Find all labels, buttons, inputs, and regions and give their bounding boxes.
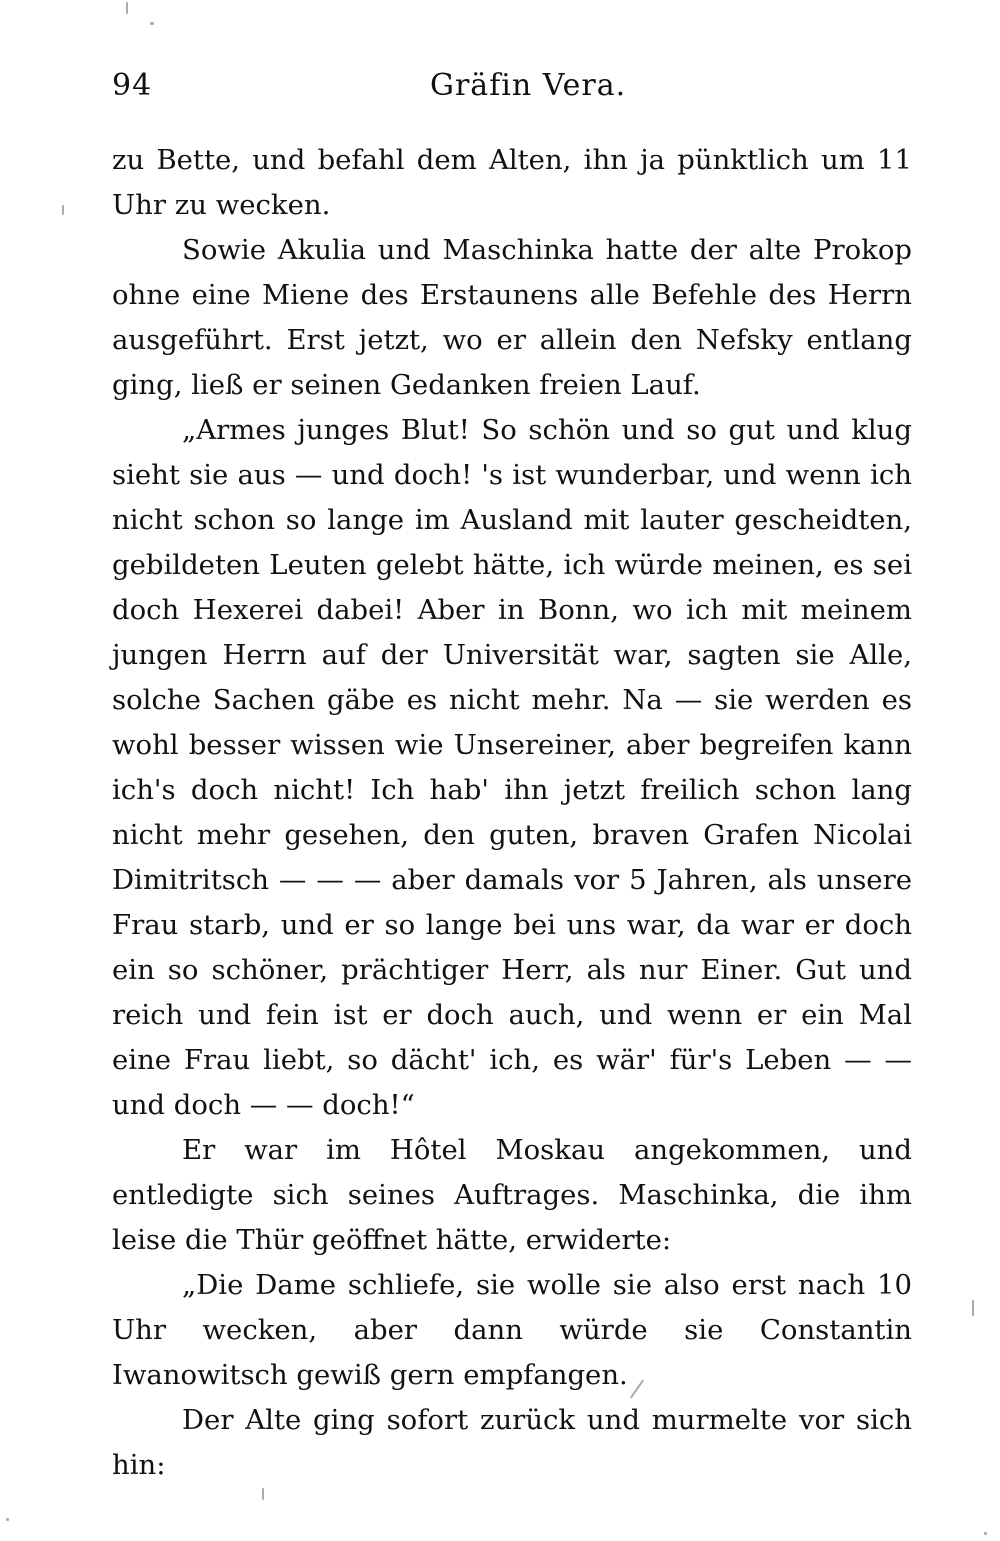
scan-speck: [62, 205, 64, 215]
scan-speck: [150, 22, 154, 25]
scan-speck: [984, 1532, 987, 1535]
scan-speck: [6, 1518, 9, 1521]
scan-speck: [972, 1300, 974, 1316]
paragraph: Sowie Akulia und Maschinka hatte der alte Prokop ohne eine Miene des Erstaunens alle Befehle des Herrn ausgeführt. Erst jetzt, wo er allein den Nefsky entlang ging, ließ er seinen Gedanken freien Lauf.: [112, 234, 912, 401]
scan-speck: [262, 1488, 264, 1500]
page-header: [112, 68, 912, 108]
paragraph: „Armes junges Blut! So schön und so gut und klug sieht sie aus — und doch! 's ist wunderbar, und wenn ich nicht schon so lange im Ausland mit lauter gescheidten, gebildeten Leuten gelebt hätte, ich würde meinen, es sei doch Hexerei dabei! Aber in Bonn, wo ich mit meinem jungen Herrn auf der Universität war, sagten sie Alle, solche Sachen gäbe es nicht mehr. Na — sie werden es wohl besser wissen wie Unsereiner, aber begreifen kann ich's doch nicht! Ich hab' ihn jetzt freilich schon lang nicht mehr gesehen, den guten, braven Grafen Nicolai Dimitritsch — — — aber damals vor 5 Jahren, als unsere Frau starb, und er so lange bei uns war, da war er doch ein so schöner, prächtiger Herr, als nur Einer. Gut und reich und fein ist er doch auch, und wenn er ein Mal eine Frau liebt, so dächt' ich, es wär' für's Leben — — und doch — — doch!“: [112, 414, 912, 1121]
paragraph: zu Bette, und befahl dem Alten, ihn ja pünktlich um 11 Uhr zu wecken.: [112, 144, 912, 221]
body-text: [112, 138, 912, 1488]
paragraph: Er war im Hôtel Moskau angekommen, und entledigte sich seines Auftrages. Maschinka, die ihm leise die Thür geöffnet hätte, erwiderte:: [112, 1134, 912, 1256]
running-title: Gräfin Vera.: [430, 68, 627, 103]
page-number: 94: [112, 68, 153, 103]
scan-speck: [126, 2, 128, 14]
paragraph: „Die Dame schliefe, sie wolle sie also erst nach 10 Uhr wecken, aber dann würde sie Constantin Iwanowitsch gewiß gern empfangen.: [112, 1269, 912, 1391]
paragraph: Der Alte ging sofort zurück und murmelte vor sich hin:: [112, 1404, 912, 1481]
